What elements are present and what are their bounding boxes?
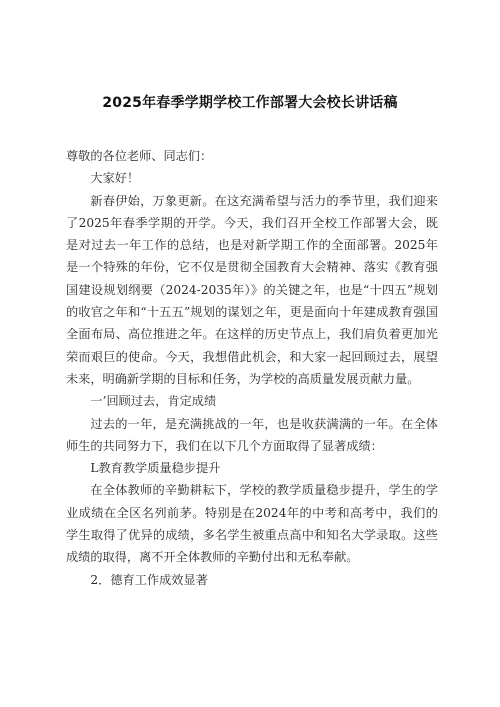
document-body — [66, 145, 438, 591]
item2-heading: 2．德育工作成效显著 — [90, 572, 208, 587]
salutation: 尊敬的各位老师、同志们： — [66, 149, 213, 163]
item1-paragraph: 在全体教师的辛勤耕耘下，学校的教学质量稳步提升，学生的学业成绩在全区名列前茅。特别是在2024年的中考和高考中，我们的学生取得了优异的成绩，多名学生被重点高中和知名大学录取。这些成绩的取得，离不开全体教师的辛勤付出和无私奉献。 — [66, 483, 438, 565]
section1-intro-paragraph: 过去的一年，是充满挑战的一年，也是收获满满的一年。在全体师生的共同努力下，我们在以下几个方面取得了显著成绩： — [66, 416, 438, 453]
item1-heading: L教育教学质量稳步提升 — [90, 461, 221, 476]
intro-paragraph: 新春伊始，万象更新。在这充满希望与活力的季节里，我们迎来了2025年春季学期的开学。今天，我们召开全校工作部署大会，既是对过去一年工作的总结，也是对新学期工作的全面部署。2025年是一个特殊的年份，它不仅是贯彻全国教育大会精神、落实《教育强国建设规划纲要（2024-2035年）》的关键之年，也是“十四五”规划的收官之年和“十五五”规划的谋划之年，更是面向十年建成教育强国全面布局、高位推进之年。在这样的历史节点上，我们肩负着更加光荣而艰巨的使命。今天，我想借此机会，和大家一起回顾过去，展望未来，明确新学期的目标和任务，为学校的高质量发展贡献力量。 — [66, 193, 438, 386]
section1-heading: 一’回顾过去，肯定成绩 — [90, 394, 217, 409]
greeting: 大家好！ — [90, 171, 140, 186]
document-title: 2025年春季学期学校工作部署大会校长讲话稿 — [102, 95, 398, 111]
